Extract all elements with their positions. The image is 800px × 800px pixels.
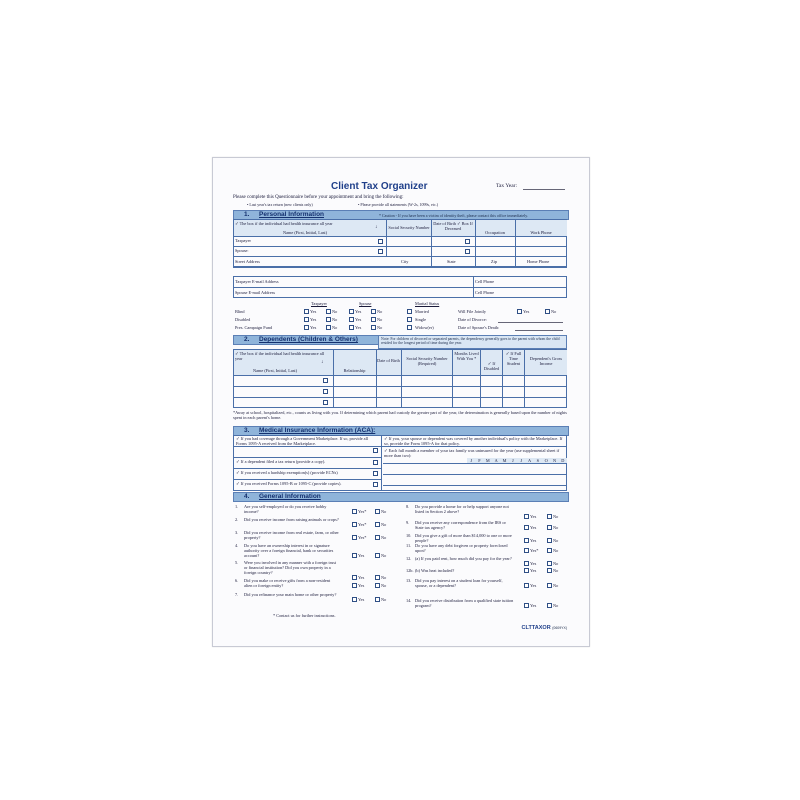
- question-no-checkbox[interactable]: [547, 548, 552, 553]
- question-text: Do you have an ownership interest in or signature authority over a foreign financial, bank or securities account?: [244, 543, 334, 558]
- section-4-header: 4. General Information: [233, 492, 569, 502]
- yes-label: Yes: [530, 583, 537, 588]
- question-yes-checkbox[interactable]: [524, 538, 529, 543]
- taxpayer-insurance-checkbox[interactable]: [378, 239, 383, 244]
- question-number: 2.: [235, 517, 239, 522]
- section-2-title: Dependents (Children & Others): [259, 336, 358, 343]
- spouse-insurance-checkbox[interactable]: [378, 249, 383, 254]
- question-text: Did you receive income from real estate, farm, or other property?: [244, 530, 339, 540]
- question-text: Did you pay interest on a student loan for yourself, spouse, or a dependent?: [415, 578, 503, 588]
- aca-hardship-checkbox[interactable]: [373, 471, 378, 476]
- question-text: (b) Was heat included?: [415, 568, 455, 573]
- aca-month-12: D: [561, 458, 565, 463]
- dependents-footnote: *Away at school, hospitalized, etc., counts as living with you. If determining which parent had custody the greater part of the year, the determination is generally based upon the number of nights spent in each parent's home.: [233, 410, 567, 420]
- question-no-checkbox[interactable]: [375, 522, 380, 527]
- yes-label: Yes*: [530, 548, 539, 553]
- question-text: Did you refinance your main home or other property?: [244, 592, 337, 597]
- section-1-header: 1. Personal Information * Caution - If you have been a victim of identity theft, please contact this office immediately.: [233, 210, 569, 220]
- file-jointly-no[interactable]: [545, 309, 550, 314]
- question-yes-checkbox[interactable]: [352, 509, 357, 514]
- question-no-checkbox[interactable]: [547, 568, 552, 573]
- question-no-checkbox[interactable]: [547, 603, 552, 608]
- no-label: No: [553, 561, 559, 566]
- form-code: CLTTAXOR (0609YX): [521, 625, 567, 631]
- section-2-note: Note: For children of divorced or separated parents, the dependency generally goes to the parent with whom the child resided for the longest period of time during the year.: [378, 335, 567, 349]
- question-number: 9.: [406, 520, 410, 525]
- question-yes-checkbox[interactable]: [524, 603, 529, 608]
- question-yes-checkbox[interactable]: [524, 583, 529, 588]
- question-number: 6.: [235, 578, 239, 583]
- aca-month-8: A: [527, 458, 532, 463]
- question-no-checkbox[interactable]: [375, 553, 380, 558]
- question-yes-checkbox[interactable]: [524, 548, 529, 553]
- no-label: No: [381, 575, 387, 580]
- question-yes-checkbox[interactable]: [524, 514, 529, 519]
- aca-month-11: N: [552, 458, 557, 463]
- question-yes-checkbox[interactable]: [524, 568, 529, 573]
- question-number: 8.: [406, 504, 410, 509]
- question-no-checkbox[interactable]: [375, 535, 380, 540]
- no-label: No: [553, 538, 559, 543]
- yes-label: Yes: [358, 597, 365, 602]
- question-no-checkbox[interactable]: [375, 509, 380, 514]
- taxpayer-blind-no[interactable]: [326, 309, 331, 314]
- no-label: No: [381, 509, 387, 514]
- question-no-checkbox[interactable]: [375, 583, 380, 588]
- yes-label: Yes: [530, 525, 537, 530]
- yes-label: Yes*: [358, 522, 367, 527]
- tax-year-label: Tax Year:: [496, 183, 518, 189]
- question-text: Did you receive distribution from a qualified state tuition program?: [415, 598, 514, 608]
- yes-label: Yes: [530, 568, 537, 573]
- form-title: Client Tax Organizer: [331, 181, 428, 192]
- question-no-checkbox[interactable]: [375, 575, 380, 580]
- question-yes-checkbox[interactable]: [352, 583, 357, 588]
- file-jointly-yes[interactable]: [517, 309, 522, 314]
- question-text: Were you involved in any manner with a foreign trust or financial institution? Did you own property in a foreign country?: [244, 560, 337, 575]
- question-no-checkbox[interactable]: [547, 538, 552, 543]
- question-number: 12b.: [406, 568, 414, 573]
- aca-month-2: F: [478, 458, 481, 463]
- question-yes-checkbox[interactable]: [352, 597, 357, 602]
- question-number: 4.: [235, 543, 239, 548]
- question-yes-checkbox[interactable]: [352, 553, 357, 558]
- tax-year-field[interactable]: [523, 189, 565, 190]
- question-text: Did you make or receive gifts from a non-resident alien or foreign entity?: [244, 578, 331, 588]
- dependent-2-insurance-checkbox[interactable]: [323, 389, 328, 394]
- question-yes-checkbox[interactable]: [352, 575, 357, 580]
- yes-label: Yes*: [358, 509, 367, 514]
- no-label: No: [553, 525, 559, 530]
- single-checkbox[interactable]: [407, 317, 412, 322]
- contact-note: * Contact us for further instructions.: [273, 613, 336, 618]
- no-label: No: [553, 568, 559, 573]
- question-number: 12.: [406, 556, 412, 561]
- section-1-caution: * Caution - If you have been a victim of identity theft, please contact this office immediately.: [379, 212, 528, 218]
- aca-month-9: S: [536, 458, 540, 463]
- question-yes-checkbox[interactable]: [352, 535, 357, 540]
- question-number: 10.: [406, 533, 412, 538]
- question-no-checkbox[interactable]: [375, 597, 380, 602]
- no-label: No: [553, 514, 559, 519]
- spouse-deceased-checkbox[interactable]: [465, 249, 470, 254]
- question-no-checkbox[interactable]: [547, 561, 552, 566]
- spouse-campaign-yes[interactable]: [349, 325, 354, 330]
- question-number: 3.: [235, 530, 239, 535]
- section-3-header: 3. Medical Insurance Information (ACA):: [233, 426, 569, 436]
- no-label: No: [553, 583, 559, 588]
- question-text: Do you provide a home for or help support anyone not listed in Section 2 above?: [415, 504, 509, 514]
- yes-label: Yes: [358, 553, 365, 558]
- taxpayer-blind-yes[interactable]: [304, 309, 309, 314]
- spouse-campaign-no[interactable]: [371, 325, 376, 330]
- question-number: 5.: [235, 560, 239, 565]
- married-checkbox[interactable]: [407, 309, 412, 314]
- widow-checkbox[interactable]: [407, 325, 412, 330]
- question-number: 11.: [406, 543, 412, 548]
- no-label: No: [553, 548, 559, 553]
- question-no-checkbox[interactable]: [547, 583, 552, 588]
- spouse-blind-no[interactable]: [371, 309, 376, 314]
- spouse-disabled-no[interactable]: [371, 317, 376, 322]
- question-text: (a) If you paid rent, how much did you pay for the year?: [415, 556, 512, 561]
- question-no-checkbox[interactable]: [547, 525, 552, 530]
- question-yes-checkbox[interactable]: [524, 561, 529, 566]
- yes-label: Yes*: [358, 535, 367, 540]
- taxpayer-campaign-yes[interactable]: [304, 325, 309, 330]
- tax-organizer-sheet: Client Tax Organizer Tax Year: Please complete this Questionnaire before your appointment and bring the following: • Last year's tax return (new clients only) • Please provide all statements (W-2s, 1099s, etc.) 1. Personal Information * Caution - If you have been a victim of identity theft, please contact this office immediately. ✓ The box if the individual had health insurance all year ↓ Name (First, Initial, Last) Social Security Number Date of Birth ✓ Box If Deceased Occupation Work Phone Taxpayer Spouse: Street Address City State Zip Home Phone Taxpayer E-mail Address Spouse E-mail Address Cell Phone Cell Phone Taxpayer Spouse Marital Status Blind Disabled Pres. Campaign Fund Yes No Yes No Yes No Yes No Yes No Yes No Married Single Widow(er) Will File Jointly Yes No Date of Divorce: Date of Spouse's Death: 2. Dependents (Children & Others) Note: For children of divorced or separated parents, the dependency generally goes to the parent with whom the child resided for the longest period of time during the year. ✓ The box if the individual had health insurance all year ↓ Name (First, Initial, Last) Relationship Date of Birth Social Security Number (Required) Months Lived With You * ✓ If Disabled ✓ If Full Time Student Dependent's Gross Income *Away at school, hospitalized, etc., counts as living with you. If determining which parent had custody the greater part of the year, the determination is generally based upon the number of nights spent in each parent's home. 3. Medical Insurance Information (ACA): ✓ If you had coverage through a Government Marketplace. If so, provide all Forms 1095-A received from the Marketplace. ✓ If a dependent filed a tax return (provide a copy). ✓ If you received a hardship exemption(s) (provide ECNs) ✓ If you received Forms 1095-B or 1095-C (provide copies). ✓ If you, your spouse or dependent was covered by another individual's policy with the Marketplace. If so, provide the Form 1095-A for that policy. ✓ Each full month a member of your tax family was uninsured for the year (use supplemental sheet if more than two): J F M A M J J A S O N D 4. General Information 1. Are you self-employed or do you receive hobby income? Yes* No 2. Did you receive income from raising animals or crops? Yes* No 3. Did you receive income from real estate, farm, or other property? Yes* No 4. Do you have an ownership interest in or signature authority over a foreign financial, bank or securities account? Yes No 5. Were you involved in any manner with a foreign trust or financial institution? Did you own property in a foreign country? Yes No 6. Did you make or receive gifts from a non-resident alien or foreign entity? Yes No 7. Did you refinance your main home or other property? Yes No 8. Do you provide a home for or help support anyone not listed in Section 2 above? Yes No 9. Did you receive any correspondence from the IRS or State tax agency? Yes No 10. Did you give a gift of more than $14,000 to one or more people? Yes No 11. Do you have any debt forgiven or property foreclosed upon? Yes* No 12. (a) If you paid rent, how much did you pay for the year? Yes No 12b. (b) Was heat included? Yes No 13. Did you pay interest on a student loan for yourself, spouse, or a dependent? Yes No 14. Did you receive distribution from a qualified state tuition program? Yes No * Contact us for further instructions. CLTTAXOR (0609YX): [212, 157, 590, 647]
- intro-bullet-1: • Last year's tax return (new clients only): [247, 202, 313, 207]
- yes-label: Yes: [358, 583, 365, 588]
- spouse-blind-yes[interactable]: [349, 309, 354, 314]
- question-text: Did you receive any correspondence from the IRS or State tax agency?: [415, 520, 506, 530]
- question-yes-checkbox[interactable]: [524, 525, 529, 530]
- intro-text: Please complete this Questionnaire before your appointment and bring the following:: [233, 195, 404, 200]
- yes-label: Yes: [530, 514, 537, 519]
- no-label: No: [381, 553, 387, 558]
- question-text: Are you self-employed or do you receive hobby income?: [244, 504, 327, 514]
- no-label: No: [381, 535, 387, 540]
- aca-month-3: M: [485, 458, 490, 463]
- question-yes-checkbox[interactable]: [352, 522, 357, 527]
- question-number: 7.: [235, 592, 239, 597]
- question-no-checkbox[interactable]: [547, 514, 552, 519]
- aca-month-7: J: [520, 458, 522, 463]
- yes-label: Yes: [530, 603, 537, 608]
- question-text: Did you receive income from raising animals or crops?: [244, 517, 339, 522]
- aca-month-4: A: [494, 458, 498, 463]
- question-number: 14.: [406, 598, 412, 603]
- taxpayer-campaign-no[interactable]: [326, 325, 331, 330]
- aca-1095-checkbox[interactable]: [373, 482, 378, 487]
- aca-marketplace-checkbox[interactable]: [373, 448, 378, 453]
- aca-month-1: J: [470, 458, 472, 463]
- spouse-disabled-yes[interactable]: [349, 317, 354, 322]
- taxpayer-disabled-yes[interactable]: [304, 317, 309, 322]
- section-4-title: General Information: [259, 493, 321, 500]
- question-number: 1.: [235, 504, 239, 509]
- question-text: Did you give a gift of more than $14,000 to one or more people?: [415, 533, 512, 543]
- section-2-header: 2. Dependents (Children & Others): [233, 335, 379, 345]
- dependent-3-insurance-checkbox[interactable]: [323, 400, 328, 405]
- yes-label: Yes: [530, 538, 537, 543]
- intro-bullet-2: • Please provide all statements (W-2s, 1099s, etc.): [358, 202, 439, 207]
- no-label: No: [381, 597, 387, 602]
- question-number: 13.: [406, 578, 412, 583]
- no-label: No: [553, 603, 559, 608]
- section-3-title: Medical Insurance Information (ACA):: [259, 427, 376, 434]
- yes-label: Yes: [530, 561, 537, 566]
- aca-month-5: M: [502, 458, 507, 463]
- dependent-1-insurance-checkbox[interactable]: [323, 378, 328, 383]
- no-label: No: [381, 522, 387, 527]
- aca-dependent-return-checkbox[interactable]: [373, 460, 378, 465]
- aca-month-6: J: [511, 458, 514, 463]
- no-label: No: [381, 583, 387, 588]
- aca-month-10: O: [544, 458, 548, 463]
- taxpayer-disabled-no[interactable]: [326, 317, 331, 322]
- question-text: Do you have any debt forgiven or property foreclosed upon?: [415, 543, 508, 553]
- section-1-title: Personal Information: [259, 211, 325, 218]
- yes-label: Yes: [358, 575, 365, 580]
- taxpayer-deceased-checkbox[interactable]: [465, 239, 470, 244]
